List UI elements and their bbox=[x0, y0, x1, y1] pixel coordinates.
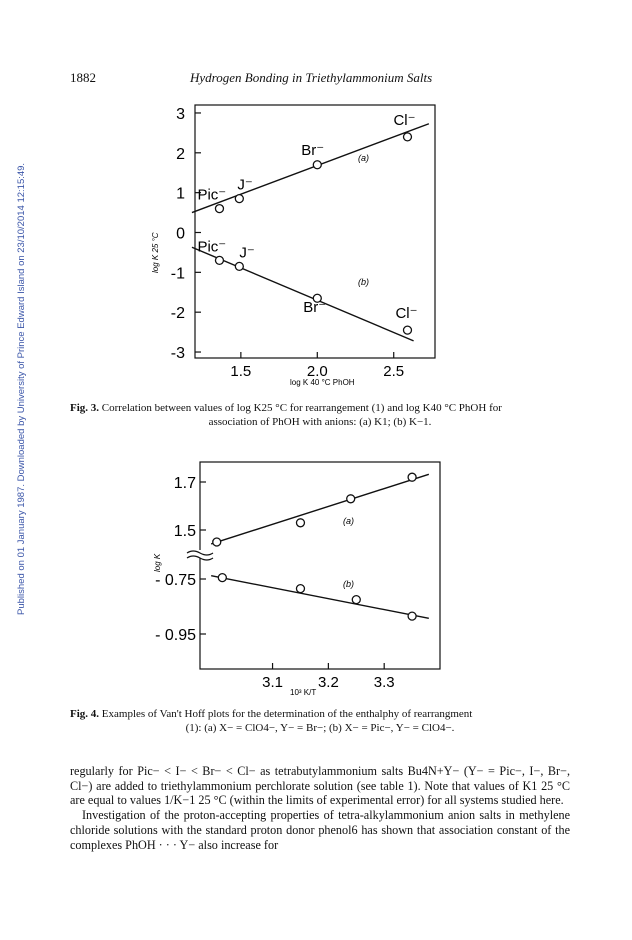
figure-4-caption bbox=[70, 707, 570, 735]
data-point bbox=[213, 538, 221, 546]
data-point bbox=[296, 519, 304, 527]
y-tick-label: -1 bbox=[170, 265, 185, 283]
figure-3-caption bbox=[70, 401, 570, 429]
series-b-label: (b) bbox=[358, 277, 369, 287]
data-point bbox=[235, 262, 243, 270]
y-tick-label: -2 bbox=[170, 305, 185, 323]
y-tick-label: 1.7 bbox=[173, 475, 196, 492]
running-title: Hydrogen Bonding in Triethylammonium Salts bbox=[190, 70, 433, 85]
y-tick-label: 2 bbox=[176, 145, 185, 163]
point-label: Cl⁻ bbox=[395, 305, 418, 323]
fit-line-a bbox=[211, 474, 429, 544]
y-tick-label: 3 bbox=[176, 105, 185, 123]
caption-line-2: (1): (a) X− = ClO4−, Y− = Br−; (b) X− = Pic−, Y− = ClO4−. bbox=[185, 722, 455, 734]
caption-line-1: Examples of Van't Hoff plots for the determination of the enthalphy of rearrangment bbox=[101, 708, 473, 720]
y-tick-label: -3 bbox=[170, 345, 185, 363]
caption-line-2: association of PhOH with anions: (a) K1; (b) K−1. bbox=[208, 416, 432, 428]
data-point bbox=[235, 195, 243, 203]
y-tick-label: - 0.95 bbox=[155, 627, 196, 644]
y-axis-label: log K bbox=[153, 553, 162, 572]
point-label: J⁻ bbox=[237, 176, 253, 194]
x-axis-label: log K 40 °C PhOH bbox=[290, 378, 355, 387]
fit-line-b bbox=[211, 576, 429, 619]
fit-line-b bbox=[192, 247, 414, 341]
axis-break-mark bbox=[187, 550, 213, 560]
fit-line-a bbox=[192, 124, 429, 213]
series-a-label: (a) bbox=[358, 153, 369, 163]
y-axis-label: log K 25 °C bbox=[151, 232, 160, 273]
point-label: J⁻ bbox=[239, 244, 255, 262]
figure-4-chart bbox=[125, 452, 460, 702]
series-a-label: (a) bbox=[343, 516, 354, 526]
x-tick-label: 3.2 bbox=[317, 674, 339, 691]
y-tick-label: 1 bbox=[176, 185, 185, 203]
point-label: Pic⁻ bbox=[197, 238, 227, 256]
x-tick-label: 1.5 bbox=[230, 363, 252, 380]
download-watermark bbox=[6, 135, 27, 615]
data-point bbox=[215, 256, 223, 264]
data-point bbox=[403, 326, 411, 334]
data-point bbox=[408, 473, 416, 481]
download-note-text: Published on 01 January 1987. Downloaded by University of Prince Edward Island on 23/10/2014 12:15:49. bbox=[16, 162, 27, 615]
x-tick-label: 2.0 bbox=[306, 363, 328, 380]
figure-3-chart bbox=[140, 95, 460, 390]
page-number: 1882 bbox=[70, 70, 96, 85]
plot-frame bbox=[200, 462, 440, 669]
y-tick-label: 0 bbox=[176, 225, 185, 243]
x-axis-label: 10³ K/T bbox=[290, 688, 317, 697]
x-tick-label: 3.1 bbox=[262, 674, 283, 691]
x-tick-label: 3.3 bbox=[373, 674, 395, 691]
paragraph: regularly for Pic− < I− < Br− < Cl− as tetrabutylammonium salts Bu4N+Y− (Y− = Pic−, I−, Br−, Cl−) are added to triethylammonium perchlorate solution (see table 1). Note that values of K1 25 °C are equal to values 1/K−1 25 °C (within the limits of experimental error) for all systems studied here. bbox=[70, 764, 570, 808]
point-label: Pic⁻ bbox=[197, 186, 227, 204]
x-tick-label: 2.5 bbox=[383, 363, 405, 380]
data-point bbox=[403, 133, 411, 141]
body-text bbox=[70, 764, 570, 852]
caption-line-1: Correlation between values of log K25 °C for rearrangement (1) and log K40 °C PhOH for bbox=[101, 402, 502, 414]
point-label: Br⁻ bbox=[303, 299, 327, 317]
point-label: Br⁻ bbox=[301, 141, 325, 159]
point-label: Cl⁻ bbox=[393, 111, 416, 129]
data-point bbox=[296, 585, 304, 593]
data-point bbox=[352, 596, 360, 604]
y-tick-label: - 0.75 bbox=[155, 572, 196, 589]
caption-label: Fig. 3. bbox=[70, 402, 100, 414]
y-tick-label: 1.5 bbox=[173, 523, 196, 540]
data-point bbox=[215, 205, 223, 213]
data-point bbox=[313, 161, 321, 169]
paragraph: Investigation of the proton-accepting properties of tetra-alkylammonium anion salts in methylene chloride solutions with the standard proton donor phenol6 has shown that association constant of the complexes PhOH · · · Y− also increase for bbox=[70, 808, 570, 852]
series-b-label: (b) bbox=[343, 579, 354, 589]
data-point bbox=[408, 612, 416, 620]
data-point bbox=[347, 495, 355, 503]
caption-label: Fig. 4. bbox=[70, 708, 100, 720]
data-point bbox=[218, 574, 226, 582]
